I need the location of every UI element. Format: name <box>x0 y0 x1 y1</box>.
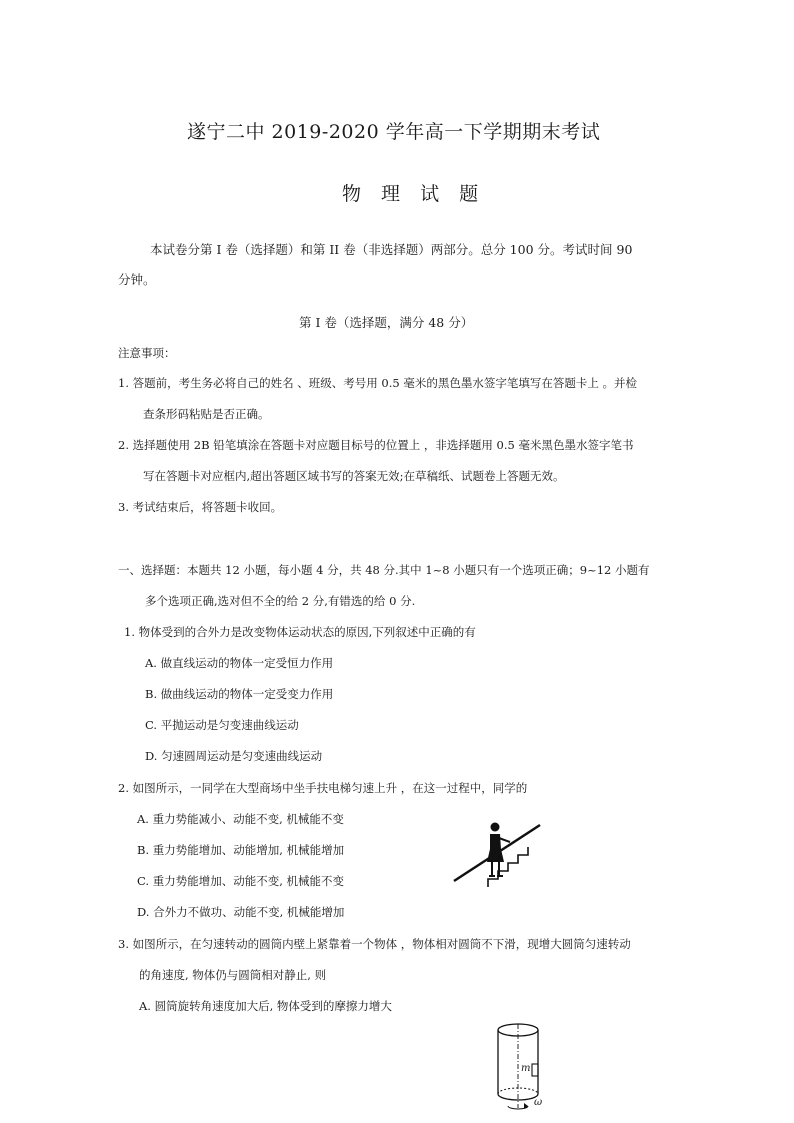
q1-stem: 1. 物体受到的合外力是改变物体运动状态的原因,下列叙述中正确的有 <box>124 625 476 639</box>
q3-stem-line-1: 3. 如图所示，在匀速转动的圆筒内壁上紧靠着一个物体 ，物体相对圆筒不下滑，现增大圆筒匀速转动 <box>118 937 631 951</box>
note-2-line-1: 2. 选择题使用 2B 铅笔填涂在答题卡对应题目标号的位置上 ，非选择题用 0.5 毫米黑色墨水签字笔书 <box>118 438 634 452</box>
escalator-person-icon <box>448 813 548 893</box>
q2-stem: 2. 如图所示，一同学在大型商场中坐手扶电梯匀速上升 ，在这一过程中，同学的 <box>118 781 528 795</box>
q3-stem-line-2: 的角速度, 物体仍与圆筒相对静止, 则 <box>139 968 327 982</box>
note-2-line-2: 写在答题卡对应框内,超出答题区域书写的答案无效;在草稿纸、试题卷上答题无效。 <box>143 469 565 483</box>
note-1-line-2: 查条形码粘贴是否正确。 <box>143 407 270 421</box>
intro-line-1: 本试卷分第 I 卷（选择题）和第 II 卷（非选择题）两部分。总分 100 分。考试时间 90 <box>150 242 633 257</box>
q1-option-c: C. 平抛运动是匀变速曲线运动 <box>145 718 299 732</box>
part1-title: 第 I 卷（选择题，满分 48 分） <box>299 315 474 330</box>
notes-heading: 注意事项： <box>118 346 176 360</box>
q1-option-a: A. 做直线运动的物体一定受恒力作用 <box>145 656 334 670</box>
q2-option-d: D. 合外力不做功、动能不变, 机械能增加 <box>137 905 345 919</box>
cylinder-mass-label: m <box>521 1063 531 1074</box>
note-1-line-1: 1. 答题前，考生务必将自己的姓名 、班级、考号用 0.5 毫米的黑色墨水签字笔填写在答题卡上 。并检 <box>118 376 638 390</box>
section1-line-1: 一、选择题：本题共 12 小题，每小题 4 分，共 48 分.其中 1~8 小题只有一个选项正确；9~12 小题有 <box>118 563 650 577</box>
q1-option-b: B. 做曲线运动的物体一定受变力作用 <box>145 687 334 701</box>
exam-title: 遂宁二中 2019-2020 学年高一下学期期末考试 <box>187 121 601 143</box>
exam-subtitle: 物 理 试 题 <box>342 183 486 205</box>
q2-option-a: A. 重力势能减小、动能不变, 机械能不变 <box>137 812 344 826</box>
q2-option-c: C. 重力势能增加、动能不变, 机械能不变 <box>137 874 345 888</box>
section1-line-2: 多个选项正确,选对但不全的给 2 分,有错选的给 0 分. <box>145 594 416 608</box>
q2-option-b: B. 重力势能增加、动能增加, 机械能增加 <box>137 843 345 857</box>
note-3: 3. 考试结束后，将答题卡收回。 <box>118 500 283 514</box>
cylinder-omega-label: ω <box>534 1097 543 1108</box>
intro-line-2: 分钟。 <box>118 272 156 287</box>
q1-option-d: D. 匀速圆周运动是匀变速曲线运动 <box>145 749 323 763</box>
q3-option-a: A. 圆筒旋转角速度加大后, 物体受到的摩擦力增大 <box>139 999 392 1013</box>
